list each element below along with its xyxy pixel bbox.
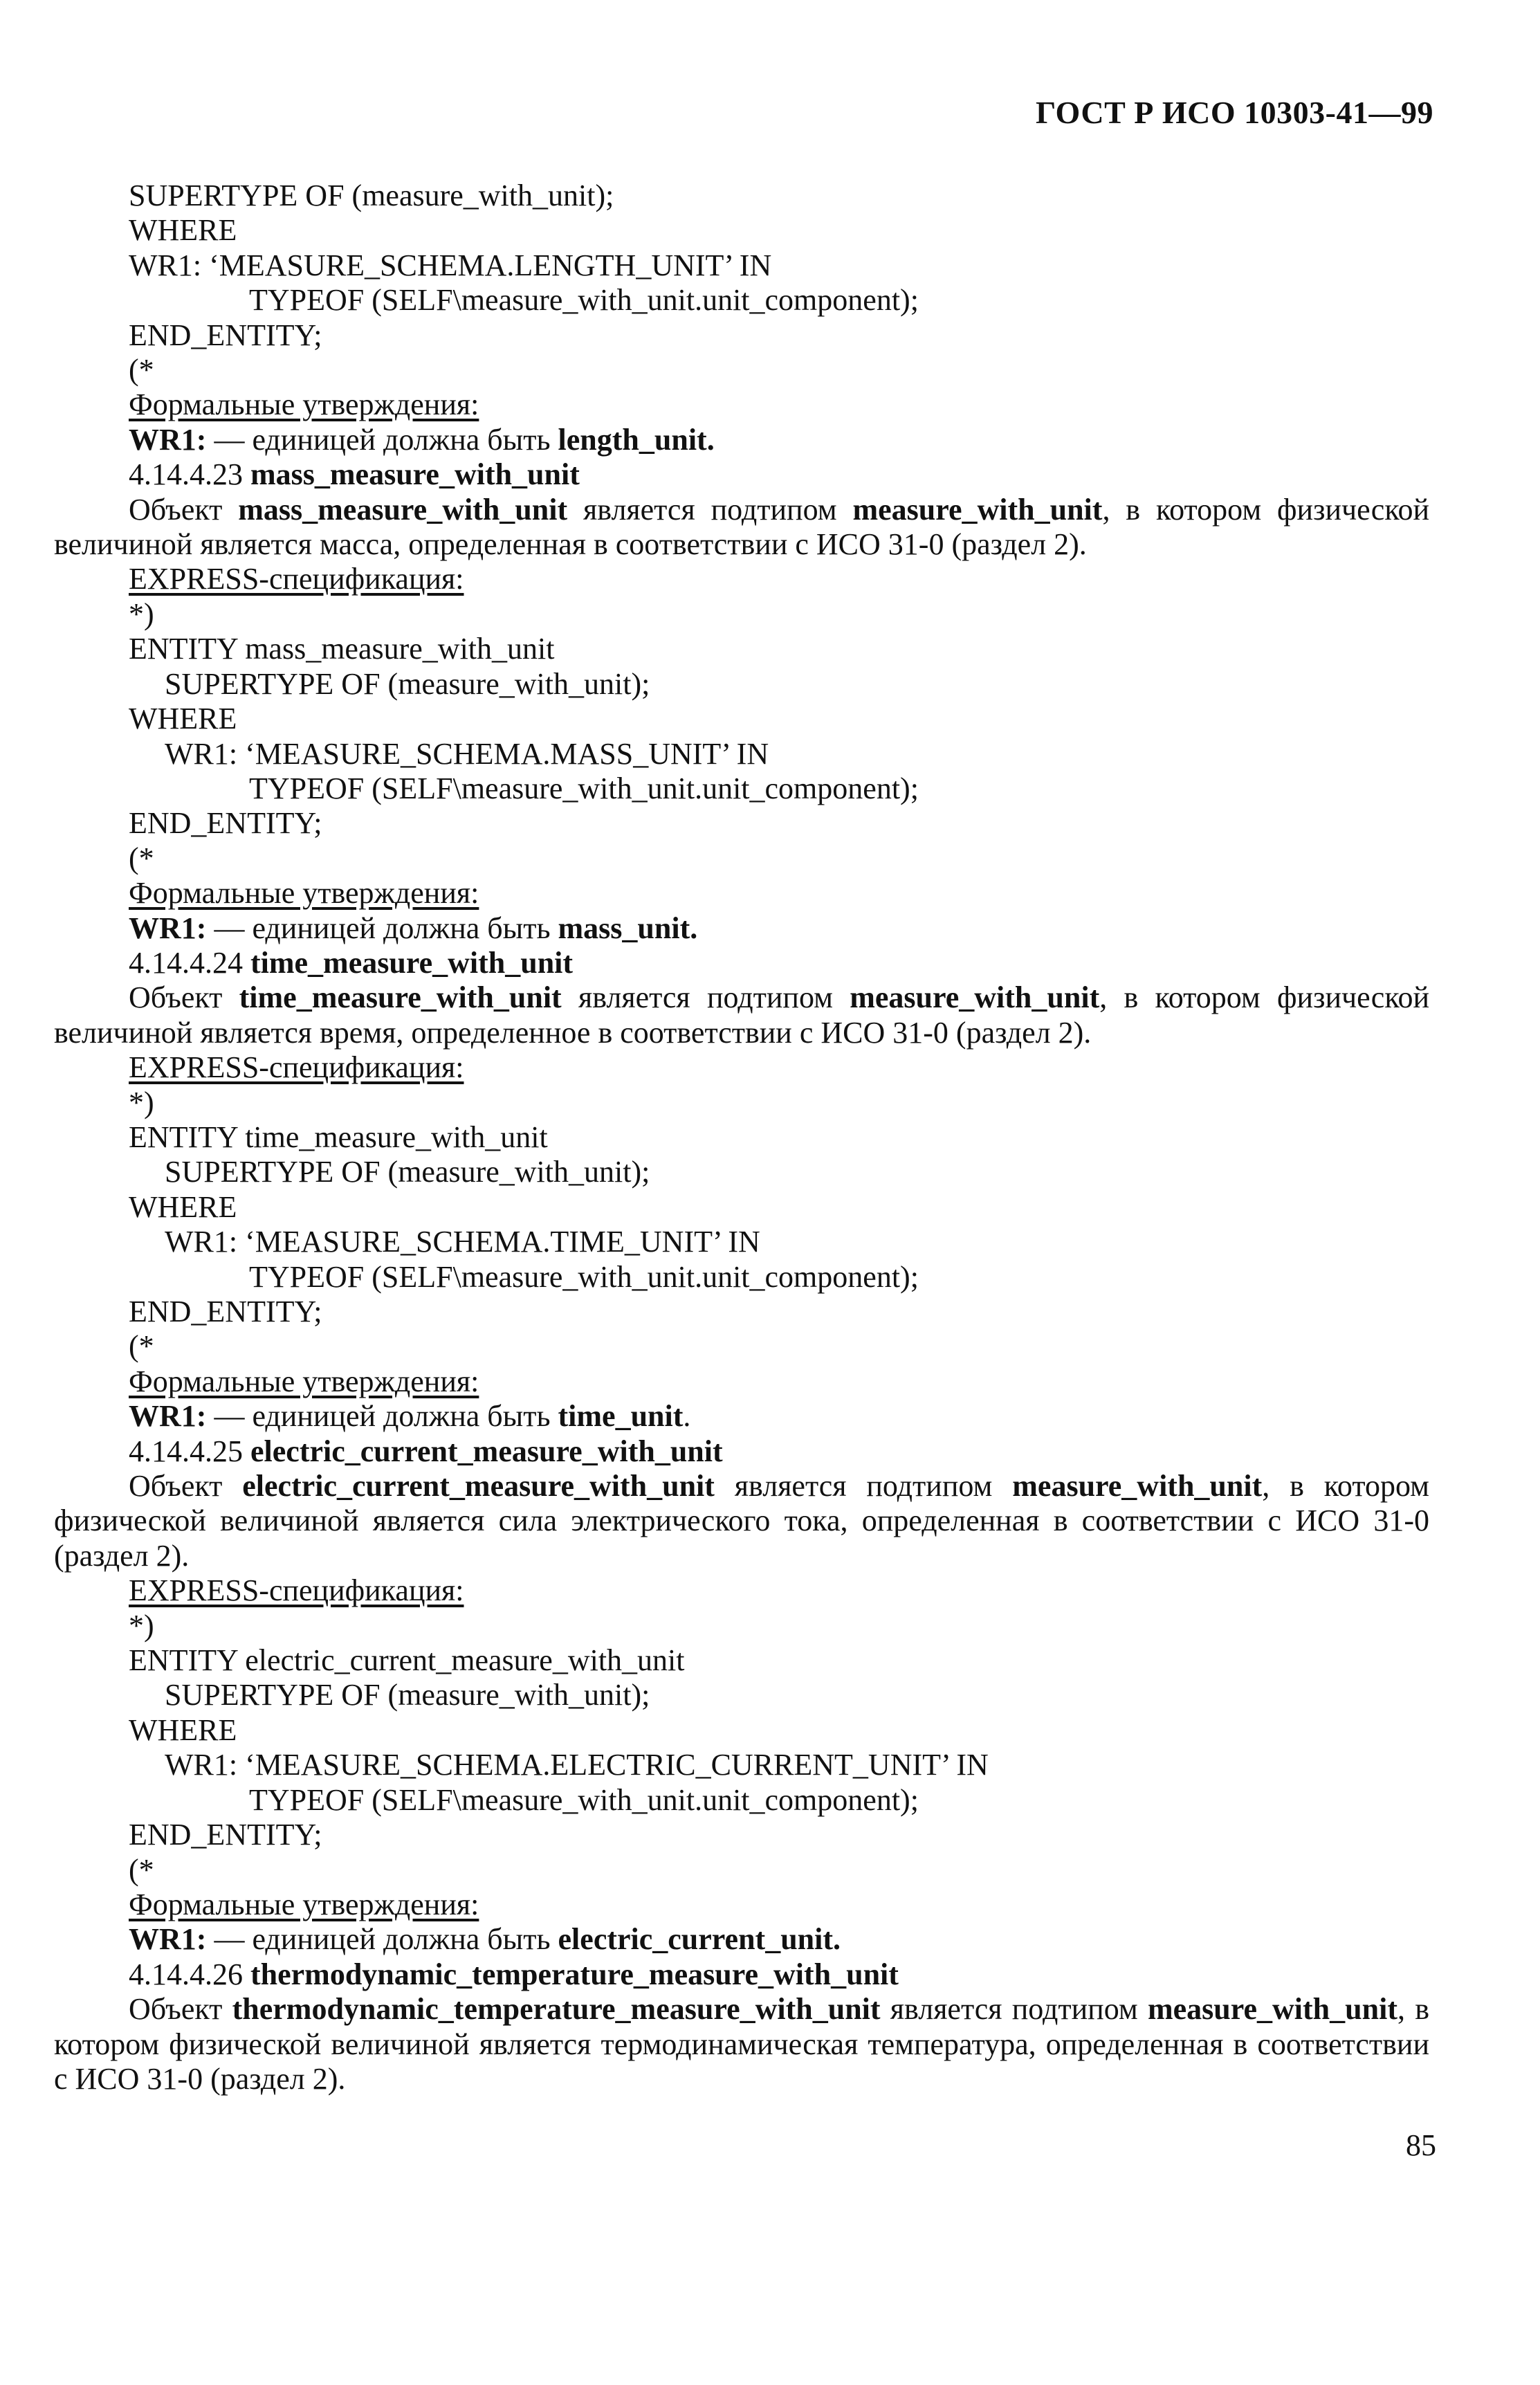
express-spec-heading: EXPRESS-спецификация:	[129, 562, 464, 596]
page-number: 85	[1406, 2128, 1436, 2162]
rule-text: — единицей должна быть	[206, 1399, 558, 1434]
paragraph-text: является подтипом	[880, 1992, 1148, 2027]
paragraph-text: , в котором физической величиной является термодинамическая температура, определенная в соответствии с ИСО 31-0 (раздел 2).	[54, 1992, 1429, 2096]
rule-label: WR1:	[129, 422, 207, 457]
rule-text: — единицей должна быть	[206, 911, 558, 945]
express-spec-heading: EXPRESS-спецификация:	[129, 1573, 464, 1608]
section-number: 4.14.4.26	[129, 1957, 250, 1991]
code-line: SUPERTYPE OF (measure_with_unit);	[165, 1155, 650, 1189]
code-line: SUPERTYPE OF (measure_with_unit);	[129, 179, 614, 212]
rule-line	[54, 1399, 1429, 1434]
paragraph-text: Объект	[129, 1469, 243, 1504]
code-line: WHERE	[129, 213, 237, 248]
paragraph-text: Объект	[129, 492, 239, 527]
code-line: *)	[129, 1608, 154, 1643]
section-title: mass_measure_with_unit	[250, 457, 580, 492]
paragraph-text: является подтипом	[567, 492, 853, 527]
code-line: END_ENTITY;	[129, 1295, 322, 1328]
paragraph-text: , в котором физической величиной является сила электрического тока, определенная в соответствии с ИСО 31-0 (раздел 2).	[54, 1469, 1430, 1573]
rule-line	[54, 1922, 1429, 1957]
code-line: END_ENTITY;	[129, 1818, 322, 1852]
rule-label: WR1:	[129, 1399, 207, 1434]
formal-propositions-heading: Формальные утверждения:	[129, 1364, 479, 1398]
supertype-name: measure_with_unit	[1012, 1469, 1263, 1504]
supertype-name: measure_with_unit	[1147, 1992, 1397, 2027]
rule-line	[54, 423, 1429, 457]
paragraph	[54, 980, 1429, 1050]
supertype-name: measure_with_unit	[850, 980, 1100, 1015]
code-line: WHERE	[129, 1189, 237, 1224]
code-line: (*	[129, 1329, 154, 1364]
section-number: 4.14.4.25	[129, 1434, 250, 1468]
formal-propositions-heading: Формальные утверждения:	[129, 1887, 479, 1921]
code-line: ENTITY time_measure_with_unit	[129, 1120, 548, 1154]
supertype-name: measure_with_unit	[852, 492, 1103, 527]
paragraph-text: является подтипом	[561, 980, 850, 1015]
code-line: *)	[129, 596, 154, 631]
express-spec-heading: EXPRESS-спецификация:	[129, 1050, 464, 1085]
rule-unit: electric_current_unit.	[558, 1922, 841, 1957]
rule-text: — единицей должна быть	[206, 1922, 558, 1957]
entity-name: electric_current_measure_with_unit	[242, 1469, 715, 1504]
code-line: WR1: ‘MEASURE_SCHEMA.ELECTRIC_CURRENT_UNIT’ IN	[165, 1748, 989, 1782]
paragraph-text: , в котором физической величиной является масса, определенная в соответствии с ИСО 31-0 (раздел 2).	[54, 492, 1430, 562]
paragraph-text: Объект	[129, 1992, 232, 2027]
section-number: 4.14.4.24	[129, 945, 250, 980]
section-heading	[54, 1434, 1429, 1469]
paragraph	[54, 1469, 1429, 1573]
code-line: TYPEOF (SELF\measure_with_unit.unit_component);	[249, 1782, 919, 1817]
rule-line	[54, 911, 1429, 946]
section-title: electric_current_measure_with_unit	[250, 1434, 723, 1468]
code-line: WR1: ‘MEASURE_SCHEMA.TIME_UNIT’ IN	[165, 1225, 760, 1259]
rule-unit: length_unit.	[558, 422, 715, 457]
code-line: (*	[129, 1852, 154, 1887]
code-line: WR1: ‘MEASURE_SCHEMA.MASS_UNIT’ IN	[165, 736, 769, 771]
code-line: (*	[129, 841, 154, 875]
rule-label: WR1:	[129, 1922, 207, 1957]
code-line: TYPEOF (SELF\measure_with_unit.unit_component);	[249, 1259, 919, 1294]
running-header: ГОСТ Р ИСО 10303-41—99	[1035, 95, 1433, 130]
rule-unit: time_unit	[558, 1399, 684, 1434]
paragraph-text: Объект	[129, 980, 239, 1015]
entity-name: time_measure_with_unit	[239, 980, 562, 1015]
code-line: *)	[129, 1085, 154, 1120]
code-line: TYPEOF (SELF\measure_with_unit.unit_component);	[249, 771, 919, 805]
code-line: WHERE	[129, 1712, 237, 1747]
section-heading	[54, 457, 1429, 492]
entity-name: mass_measure_with_unit	[238, 492, 568, 527]
code-line: WHERE	[129, 702, 237, 736]
paragraph-text: , в котором физической величиной является время, определенное в соответствии с ИСО 31-0 (раздел 2).	[54, 980, 1430, 1050]
paragraph	[54, 493, 1429, 563]
document-body	[54, 179, 1429, 2096]
section-title: thermodynamic_temperature_measure_with_unit	[250, 1957, 899, 1991]
code-line: END_ENTITY;	[129, 806, 322, 841]
code-line: WR1: ‘MEASURE_SCHEMA.LENGTH_UNIT’ IN	[129, 248, 772, 282]
code-line: END_ENTITY;	[129, 318, 322, 352]
code-line: ENTITY mass_measure_with_unit	[129, 632, 555, 666]
code-line: SUPERTYPE OF (measure_with_unit);	[165, 1678, 650, 1712]
rule-unit: mass_unit.	[558, 911, 698, 945]
section-heading	[54, 946, 1429, 980]
section-number: 4.14.4.23	[129, 457, 250, 492]
rule-label: WR1:	[129, 911, 207, 945]
code-line: ENTITY electric_current_measure_with_unit	[129, 1643, 685, 1678]
code-line: SUPERTYPE OF (measure_with_unit);	[165, 666, 650, 701]
rule-text: .	[683, 1399, 691, 1434]
code-line: TYPEOF (SELF\measure_with_unit.unit_component);	[249, 283, 919, 318]
section-title: time_measure_with_unit	[250, 945, 574, 980]
paragraph-text: является подтипом	[714, 1469, 1013, 1504]
formal-propositions-heading: Формальные утверждения:	[129, 876, 479, 911]
code-line: (*	[129, 353, 154, 387]
section-heading	[54, 1957, 1429, 1992]
paragraph	[54, 1992, 1429, 2096]
rule-text: — единицей должна быть	[206, 422, 558, 457]
entity-name: thermodynamic_temperature_measure_with_unit	[232, 1992, 881, 2027]
formal-propositions-heading: Формальные утверждения:	[129, 387, 479, 422]
